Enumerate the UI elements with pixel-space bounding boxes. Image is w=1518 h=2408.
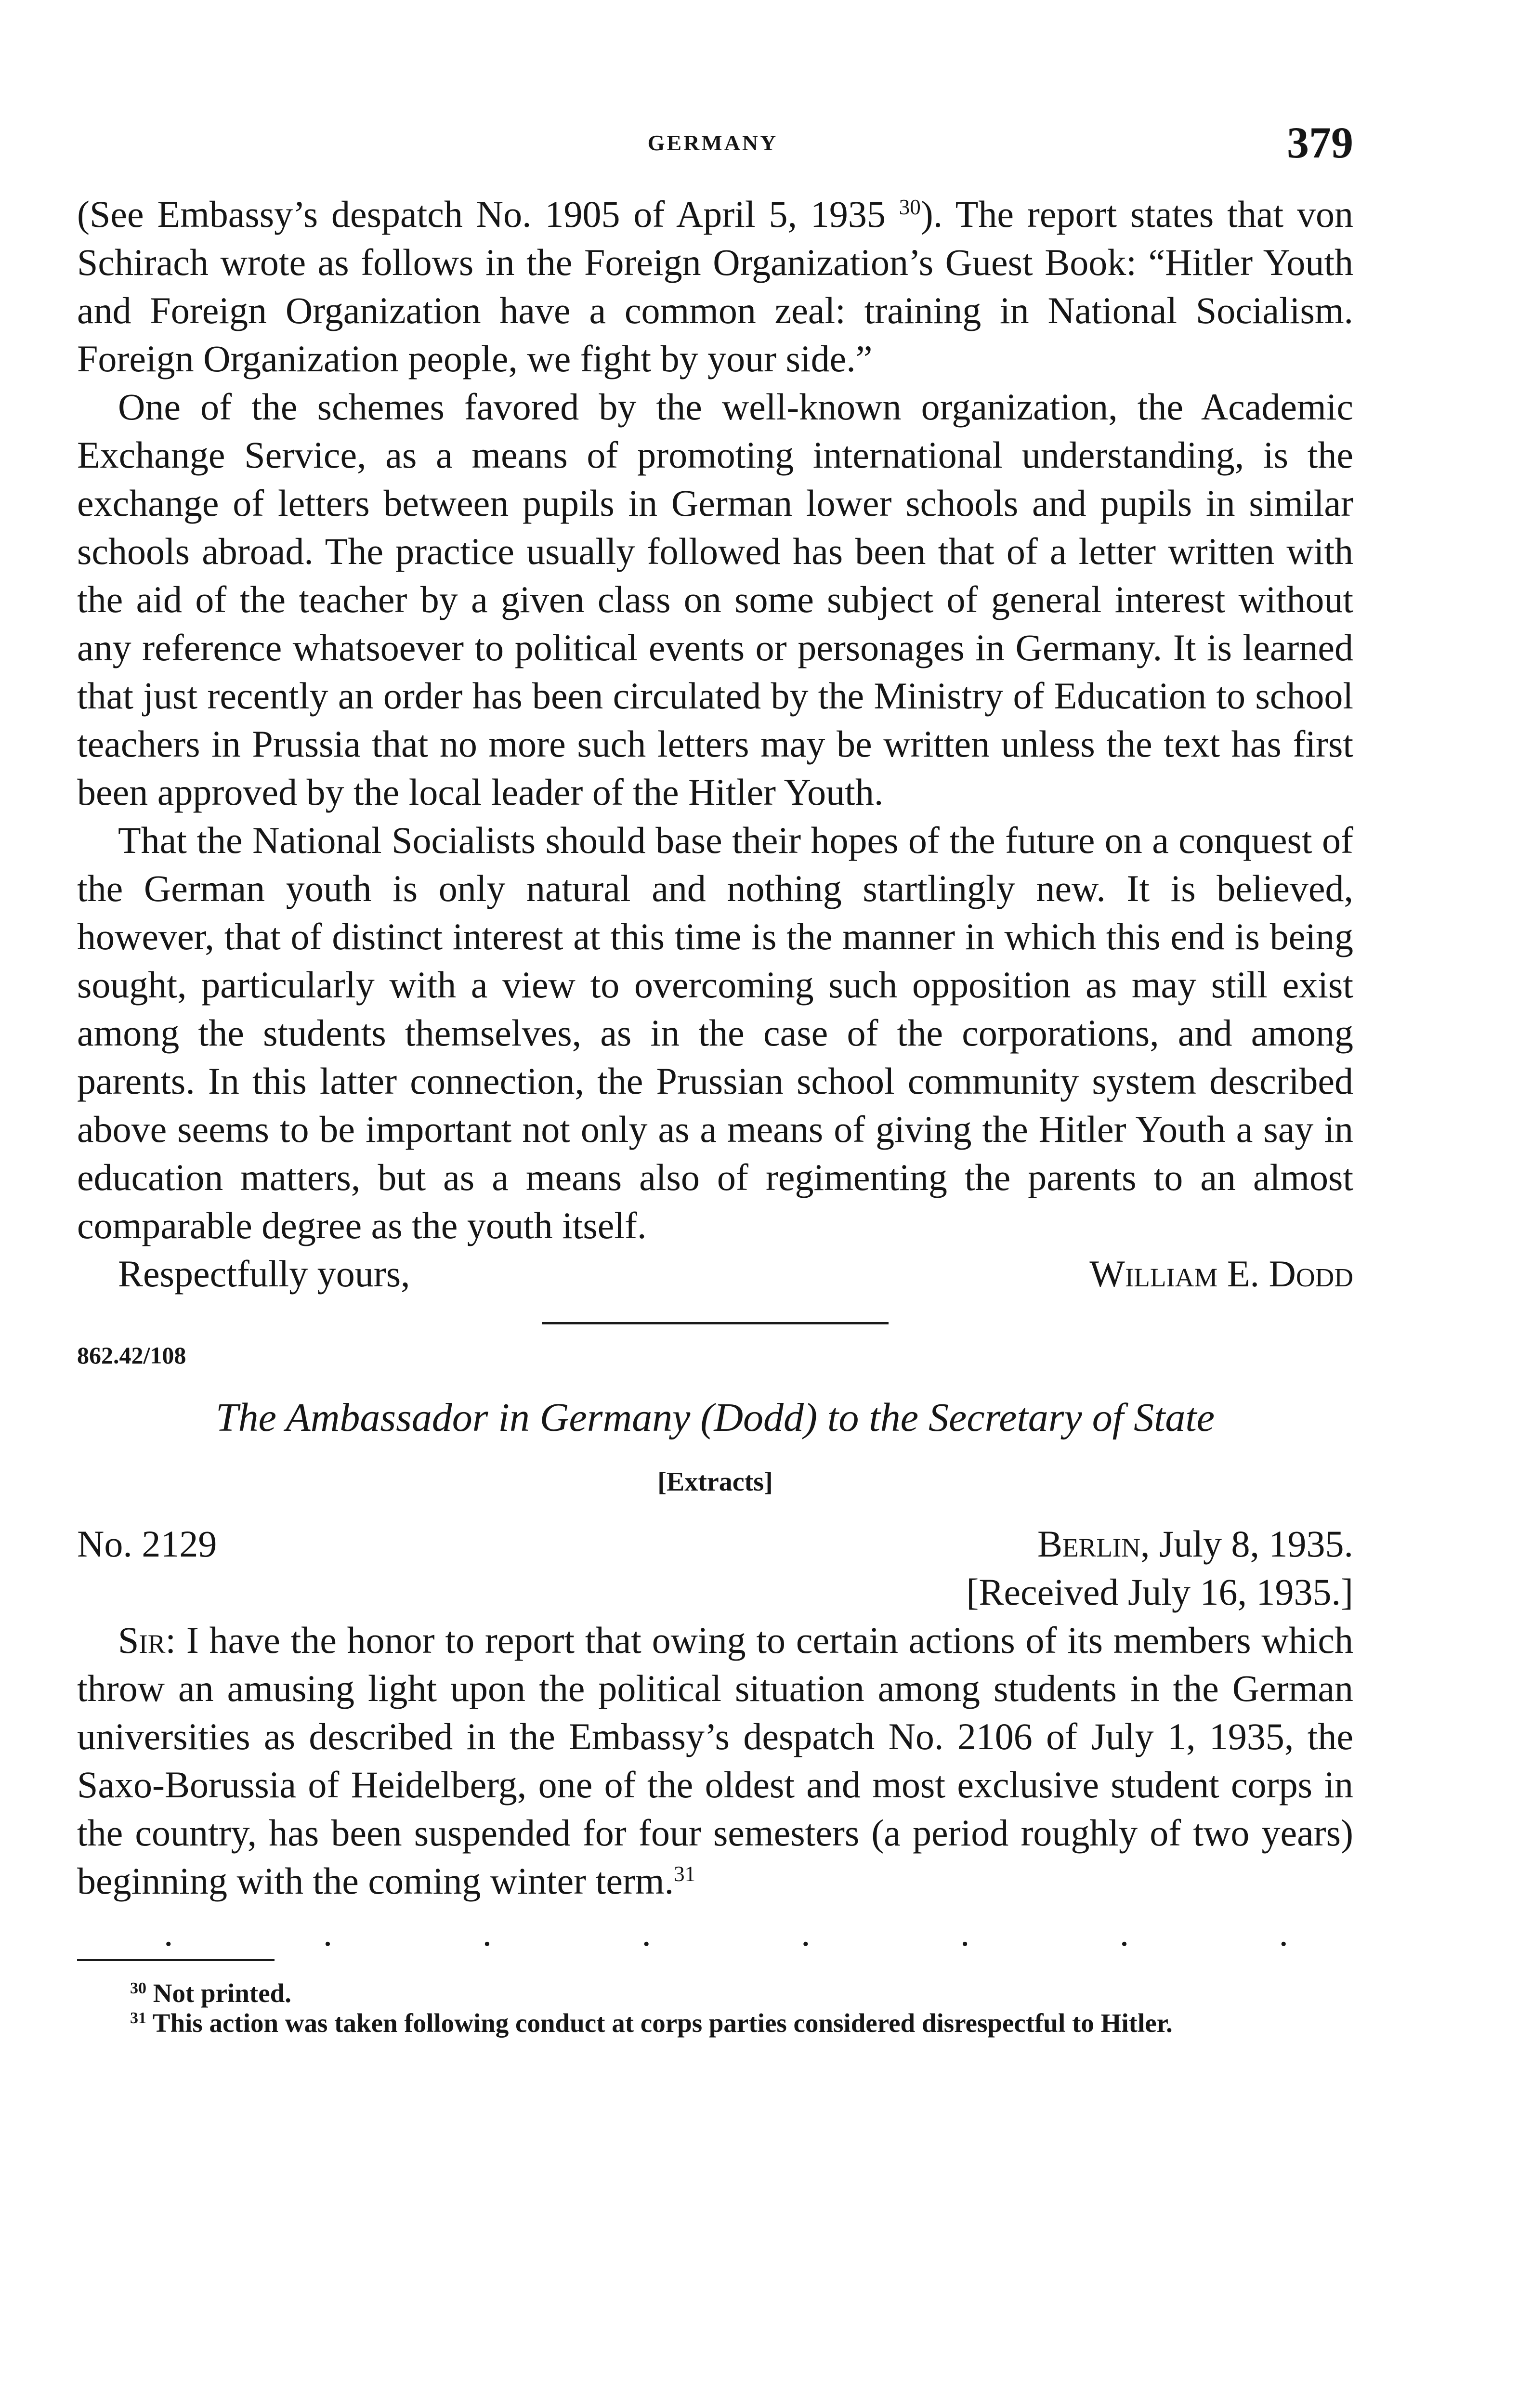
ellipsis-dot: . [801, 1912, 811, 1954]
date: July 8, 1935. [1159, 1523, 1353, 1565]
dateline-row [77, 1520, 1353, 1568]
ellipsis-dot: . [323, 1912, 333, 1954]
dateline [1037, 1520, 1353, 1568]
footnote-ref-30: 30 [899, 195, 921, 219]
page-number: 379 [1287, 118, 1353, 167]
letter2-p1-text: I have the honor to report that owing to certain actions of its members which throw an amusing light upon the political situation among students in the German universities as described in the Embassy’s despatch No. 2106 of July 1, 1935, the Saxo-Borussia of Heidelberg, one of the oldest and most exclusive student corps in the country, has been suspended for four semesters (a period roughly of two years) beginning with the coming winter term. [77, 1619, 1354, 1902]
heading-recipient: to the Secretary of State [827, 1395, 1215, 1440]
footnote-31 [77, 2008, 1353, 2038]
footnote-30 [77, 1978, 1353, 2008]
signature: William E. Dodd [1089, 1253, 1353, 1295]
received-date: [Received July 16, 1935.] [966, 1571, 1353, 1613]
file-number: 862.42/108 [77, 1342, 186, 1369]
ellipsis-dot: . [641, 1912, 651, 1954]
letter1-p1-after: ). The report states that von Schirach wrote as follows in the Foreign Organization’s Guest Book: “Hitler Youth and Foreign Organization have a common zeal: training in National Socialism. Foreign Organization people, we fight by your side.” [77, 193, 1354, 380]
ellipsis-dot: . [1119, 1912, 1129, 1954]
letter1-paragraph-3: That the National Socialists should base their hopes of the future on a conquest of the German youth is only natural and nothing startlingly new. It is believed, however, that of distinct interest at this time is the manner in which this end is being sought, particularly with a view to overcoming such opposition as may still exist among the students themselves, as in the case of the corporations, and among parents. In this latter connection, the Prussian school community system described above seems to be important not only as a means of giving the Hitler Youth a say in education matters, but as a means also of regimenting the parents to an almost comparable degree as the youth itself. [77, 819, 1353, 1246]
ellipsis-dot: . [164, 1912, 173, 1954]
section-divider [542, 1322, 889, 1324]
ellipsis-dot: . [482, 1912, 492, 1954]
extracts-label: [Extracts] [657, 1467, 773, 1497]
document-heading: The Ambassador in Germany (Dodd) to the Secretary of State [215, 1395, 1215, 1440]
footnote-ref-31: 31 [674, 1862, 696, 1886]
footnote-text: Not printed. [153, 1978, 291, 2008]
closing-text: Respectfully yours, [118, 1253, 410, 1295]
footnote-mark: 30 [130, 1979, 146, 1997]
running-header [72, 120, 1353, 173]
page-body [77, 190, 1353, 2038]
letter1-p1-before: (See Embassy’s despatch No. 1905 of April 5, 1935 [77, 193, 899, 235]
heading-name: Dodd [714, 1395, 804, 1440]
running-title: GERMANY [647, 131, 778, 155]
letter2-paragraph-1 [77, 1616, 1353, 1905]
letter1-paragraph-2: One of the schemes favored by the well-known organization, the Academic Exchange Service, as a means of promoting international understanding, is the exchange of letters between pupils in German lower schools and pupils in similar schools abroad. The practice usually followed has been that of a letter written with the aid of the teacher by a given class on some subject of general interest without any reference whatsoever to political events or personages in Germany. It is learned that just recently an order has been circulated by the Ministry of Education to school teachers in Prussia that no more such letters may be written unless the text has first been approved by the local leader of the Hitler Youth. [77, 386, 1353, 813]
footnote-rule [77, 1959, 275, 1961]
ellipsis-dot: . [960, 1912, 970, 1954]
document-number: No. 2129 [77, 1523, 217, 1565]
place: Berlin, [1037, 1523, 1150, 1565]
omission-ellipsis [77, 1909, 1353, 1957]
heading-role: The Ambassador in Germany [215, 1395, 691, 1440]
closing-row [77, 1250, 1353, 1298]
footnote-mark: 31 [130, 2009, 146, 2027]
salutation: Sir: [118, 1619, 176, 1661]
letter1-paragraph-1 [77, 190, 1353, 383]
ellipsis-dot: . [1279, 1912, 1288, 1954]
footnote-text: This action was taken following conduct at corps parties considered disrespectful to Hitler. [152, 2008, 1173, 2038]
